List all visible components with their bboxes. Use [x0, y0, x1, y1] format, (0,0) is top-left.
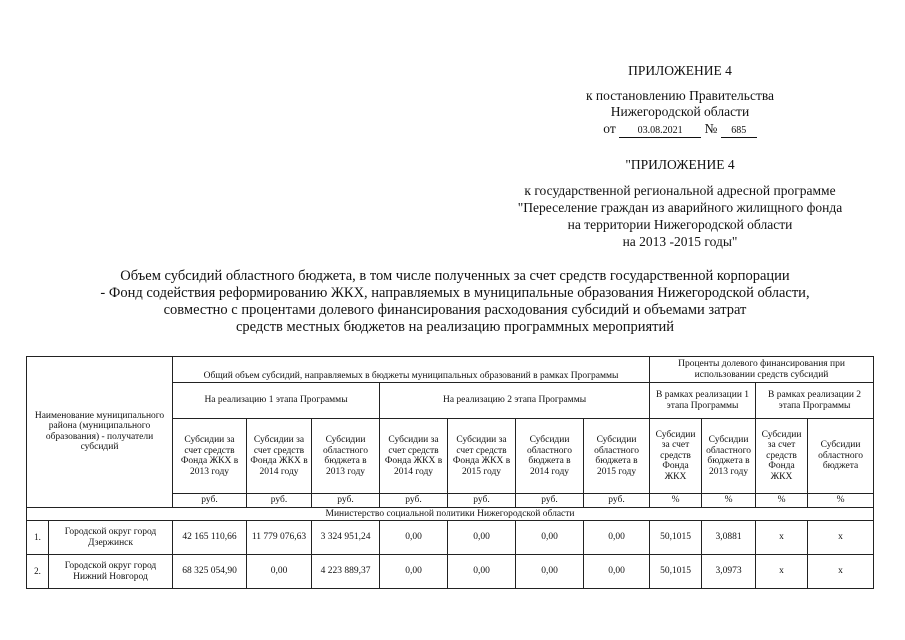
cell: 50,1015 — [650, 521, 702, 555]
resolution-date: 03.08.2021 — [619, 125, 701, 138]
resolution-line-1: к постановлению Правительства — [585, 88, 775, 103]
table-row — [27, 521, 874, 555]
col-header: Субсидии областного бюджета в 2013 году — [312, 419, 380, 494]
group-header-total: Общий объем субсидий, направляемых в бюджеты муниципальных образований в рамках Программы — [173, 357, 650, 383]
col-header: Субсидии областного бюджета в 2013 году — [702, 419, 756, 494]
cell: 0,00 — [448, 521, 516, 555]
pct-stage2-header: В рамках реализации 2 этапа Программы — [756, 383, 874, 419]
cell: 3,0881 — [702, 521, 756, 555]
stage1-header: На реализацию 1 этапа Программы — [173, 383, 380, 419]
section-header: Министерство социальной политики Нижегородской области — [27, 507, 874, 521]
title-line-2: - Фонд содействия реформированию ЖКХ, направляемых в муниципальные образования Нижегородской области, — [100, 285, 810, 301]
cell: х — [756, 555, 808, 589]
program-line-3: на территории Нижегородской области — [567, 217, 793, 232]
program-line-4: на 2013 -2015 годы" — [622, 234, 738, 249]
cell: 0,00 — [448, 555, 516, 589]
col-header: Субсидии областного бюджета в 2015 году — [584, 419, 650, 494]
cell: 50,1015 — [650, 555, 702, 589]
resolution-number: 685 — [721, 125, 757, 138]
unit-cell: % — [756, 494, 808, 508]
col-header: Субсидии областного бюджета в 2014 году — [516, 419, 584, 494]
row-number: 2. — [27, 555, 49, 589]
pct-stage1-header: В рамках реализации 1 этапа Программы — [650, 383, 756, 419]
title-line-4: средств местных бюджетов на реализацию программных мероприятий — [235, 319, 675, 335]
unit-cell: руб. — [173, 494, 247, 508]
cell: 0,00 — [516, 555, 584, 589]
cell: х — [808, 521, 874, 555]
col-header: Субсидии за счет средств Фонда ЖКХ в 2014 году — [247, 419, 312, 494]
stage2-header: На реализацию 2 этапа Программы — [380, 383, 650, 419]
cell: 3,0973 — [702, 555, 756, 589]
unit-cell: руб. — [247, 494, 312, 508]
title-line-1: Объем субсидий областного бюджета, в том числе полученных за счет средств государственной корпорации — [120, 268, 790, 284]
unit-cell: руб. — [312, 494, 380, 508]
unit-cell: руб. — [380, 494, 448, 508]
resolution-line-2: Нижегородской области — [610, 104, 750, 119]
unit-cell: руб. — [448, 494, 516, 508]
cell: 4 223 889,37 — [312, 555, 380, 589]
cell: 3 324 951,24 — [312, 521, 380, 555]
cell: х — [756, 521, 808, 555]
cell: 42 165 110,66 — [173, 521, 247, 555]
col-header: Субсидии за счет средств Фонда ЖКХ — [650, 419, 702, 494]
row-name: Городской округ город Нижний Новгород — [49, 555, 173, 589]
program-line-2: "Переселение граждан из аварийного жилищного фонда — [517, 200, 843, 215]
resolution-date-line — [540, 121, 820, 138]
group-header-percent: Проценты долевого финансирования при использовании средств субсидий — [650, 357, 874, 383]
cell: 0,00 — [247, 555, 312, 589]
unit-cell: руб. — [584, 494, 650, 508]
from-label: от — [603, 121, 616, 136]
col-header: Субсидии за счет средств Фонда ЖКХ в 2013 году — [173, 419, 247, 494]
col-header: Субсидии областного бюджета — [808, 419, 874, 494]
cell: 0,00 — [380, 521, 448, 555]
cell: 0,00 — [380, 555, 448, 589]
title-line-3: совместно с процентами долевого финансирования расходования субсидий и объемами затрат — [163, 302, 747, 318]
number-sign: № — [704, 121, 718, 136]
cell: 68 325 054,90 — [173, 555, 247, 589]
unit-cell: % — [702, 494, 756, 508]
row-name: Городской округ город Дзержинск — [49, 521, 173, 555]
cell: 0,00 — [584, 521, 650, 555]
table-row — [27, 555, 874, 589]
row-number: 1. — [27, 521, 49, 555]
cell: х — [808, 555, 874, 589]
cell: 11 779 076,63 — [247, 521, 312, 555]
col-header: Субсидии за счет средств Фонда ЖКХ — [756, 419, 808, 494]
appendix-title-quoted: "ПРИЛОЖЕНИЕ 4 — [625, 157, 735, 172]
col-header: Субсидии за счет средств Фонда ЖКХ в 2015 году — [448, 419, 516, 494]
appendix-title: ПРИЛОЖЕНИЕ 4 — [628, 63, 732, 78]
col-header-name: Наименование муниципального района (муниципального образования) - получатели субсидий — [27, 357, 173, 508]
subsidy-table — [26, 356, 874, 589]
document-title — [40, 268, 870, 336]
program-line-1: к государственной региональной адресной программе — [524, 183, 836, 198]
unit-cell: % — [650, 494, 702, 508]
unit-cell: руб. — [516, 494, 584, 508]
cell: 0,00 — [516, 521, 584, 555]
cell: 0,00 — [584, 555, 650, 589]
col-header: Субсидии за счет средств Фонда ЖКХ в 2014 году — [380, 419, 448, 494]
unit-cell: % — [808, 494, 874, 508]
